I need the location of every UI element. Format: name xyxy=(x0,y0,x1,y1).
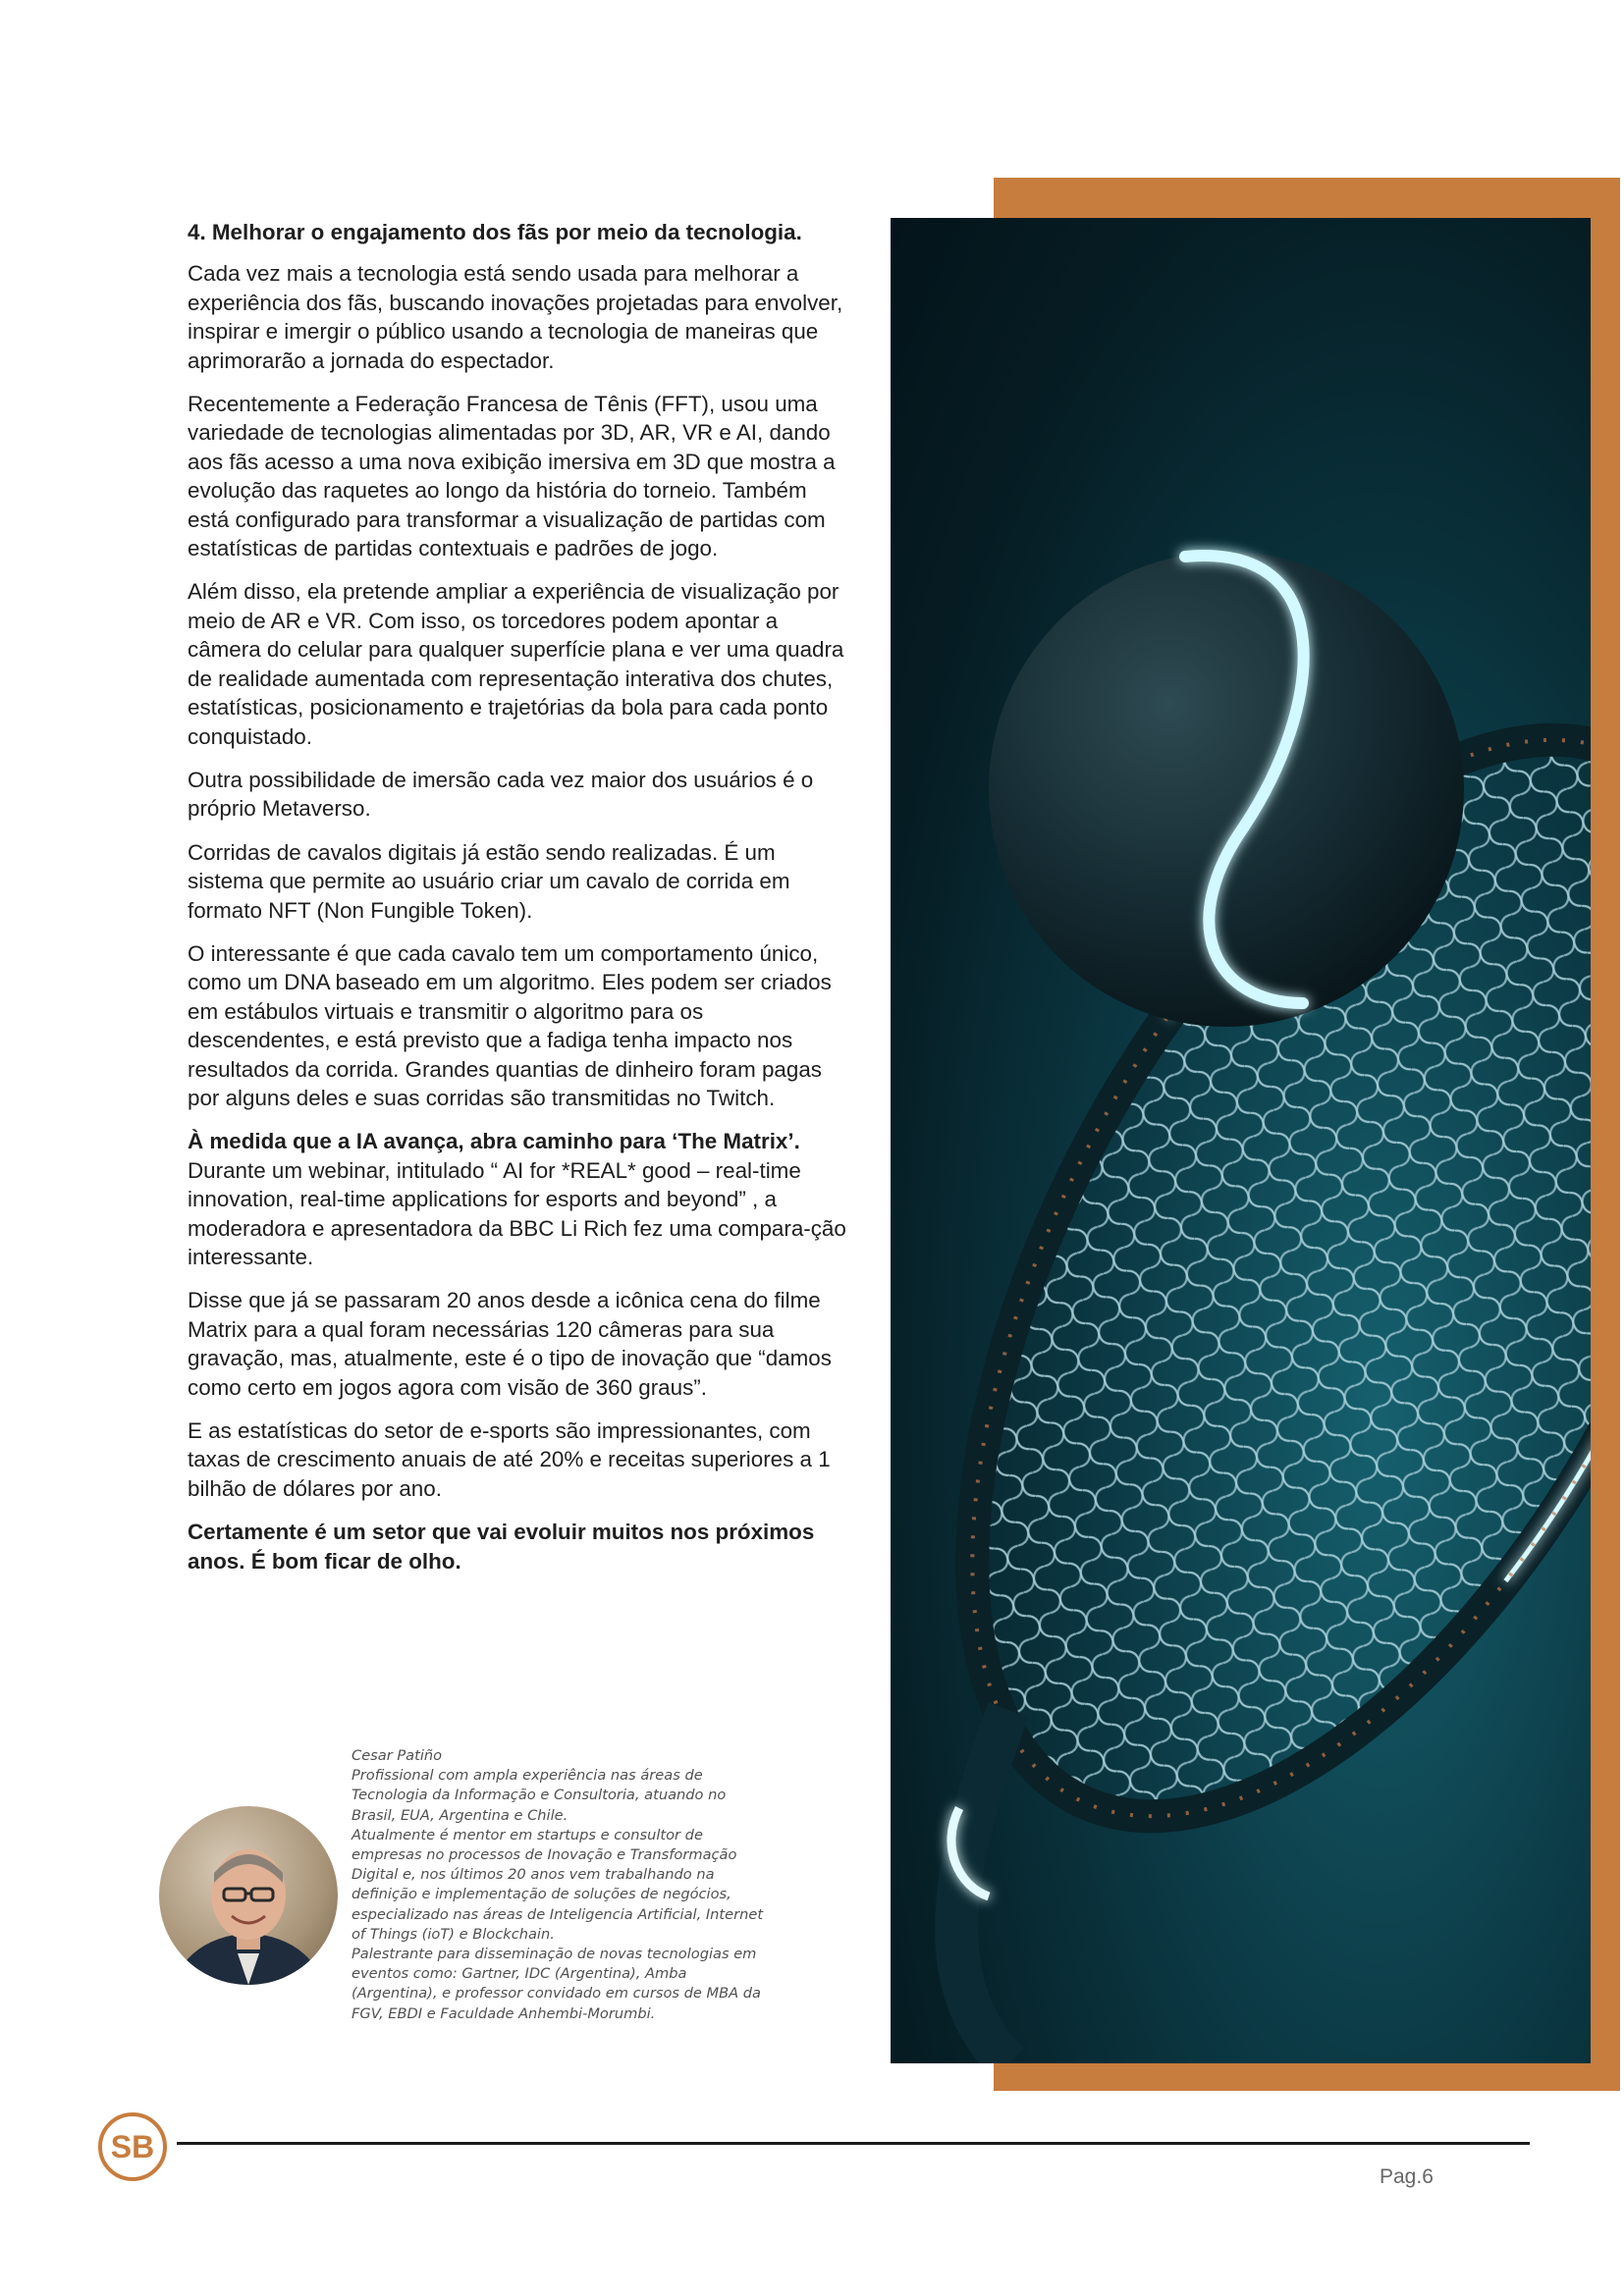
paragraph: Cada vez mais a tecnologia está sendo usada para melhorar a experiência dos fãs, buscando inovações projetadas para envolver, inspirar e imergir o público usando a tecnologia de maneiras que aprimorarão a jornada do espectador. xyxy=(188,261,843,373)
paragraph: Recentemente a Federação Francesa de Tênis (FFT), usou uma variedade de tecnologias alimentadas por 3D, AR, VR e AI, dando aos fãs acesso a uma nova exibição imersiva em 3D que mostra a evolução das raquetes ao longo da história do torneio. Também está configurado para transformar a visualização de partidas com estatísticas de partidas contextuais e padrões de jogo. xyxy=(188,392,836,561)
author-bio xyxy=(352,1746,764,2024)
footer-rule xyxy=(177,2142,1530,2145)
paragraph-lead: À medida que a IA avança, abra caminho para ‘The Matrix’. xyxy=(188,1129,800,1154)
paragraph: Outra possibilidade de imersão cada vez maior dos usuários é o próprio Metaverso. xyxy=(188,767,814,822)
paragraph-matrix xyxy=(180,1127,852,1271)
paragraph: Além disso, ela pretende ampliar a experiência de visualização por meio de AR e VR. Com isso, os torcedores podem apontar a câmera do celular para qualquer superfície plana e ver uma quadra de realidade aumentada com representação interativa dos chutes, estatísticas, posicionamento e trajetórias da bola para cada ponto conquistado. xyxy=(188,579,844,749)
author-avatar xyxy=(159,1806,338,1985)
sb-logo xyxy=(96,2110,169,2183)
author-bio-text: Profissional com ampla experiência nas áreas de Tecnologia da Informação e Consultoria, atuando no Brasil, EUA, Argentina e Chile. xyxy=(352,1767,727,1824)
logo-text: SB xyxy=(110,2129,155,2164)
author-name: Cesar Patiño xyxy=(352,1747,443,1764)
closing-paragraph: Certamente é um setor que vai evoluir muitos nos próximos anos. É bom ficar de olho. xyxy=(188,1520,815,1574)
paragraph: Disse que já se passaram 20 anos desde a icônica cena do filme Matrix para a qual foram necessárias 120 câmeras para sua gravação, mas, atualmente, este é o tipo de inovação que “damos como certo em jogos agora com visão de 360 graus”. xyxy=(188,1288,832,1400)
tennis-ball xyxy=(989,552,1464,1027)
author-bio-text: Palestrante para disseminação de novas tecnologias em eventos como: Gartner, IDC (Argentina), Amba (Argentina), e professor convidado em cursos de MBA da FGV, EBDI e Faculdade Anhembi-Morumbi. xyxy=(352,1946,761,2022)
author-bio-text: Atualmente é mentor em startups e consultor de empresas no processos de Inovação e Transformação Digital e, nos últimos 20 anos vem trabalhando na definição e implementação de soluções de negócios, especializado nas áreas de Inteligencia Artificial, Internet of Things (ioT) e Blockchain. xyxy=(352,1826,764,1943)
paragraph: Corridas de cavalos digitais já estão sendo realizadas. É um sistema que permite ao usuário criar um cavalo de corrida em formato NFT (Non Fungible Token). xyxy=(188,839,790,923)
paragraph: O interessante é que cada cavalo tem um comportamento único, como um DNA baseado em um algoritmo. Eles podem ser criados em estábulos virtuais e transmitir o algoritmo para os descendentes, e está previsto que a fadiga tenha impacto nos resultados da corrida. Grandes quantias de dinheiro foram pagas por alguns deles e suas corridas são transmitidas no Twitch. xyxy=(188,940,832,1110)
section-heading: 4. Melhorar o engajamento dos fãs por meio da tecnologia. xyxy=(188,220,802,244)
paragraph: E as estatísticas do setor de e-sports são impressionantes, com taxas de crescimento anuais de até 20% e receitas superiores a 1 bilhão de dólares por ano. xyxy=(188,1418,831,1501)
tennis-illustration xyxy=(891,218,1591,2063)
page-number: Pag.6 xyxy=(1380,2165,1434,2188)
paragraph-text: Durante um webinar, intitulado “ AI for *REAL* good – real-time innovation, real-time applications for esports and beyond” , a moderadora e apresentadora da BBC Li Rich fez uma compara-ção interessante. xyxy=(188,1157,846,1269)
article-body xyxy=(180,218,852,1590)
tennis-racket-ball-image xyxy=(891,218,1591,2063)
